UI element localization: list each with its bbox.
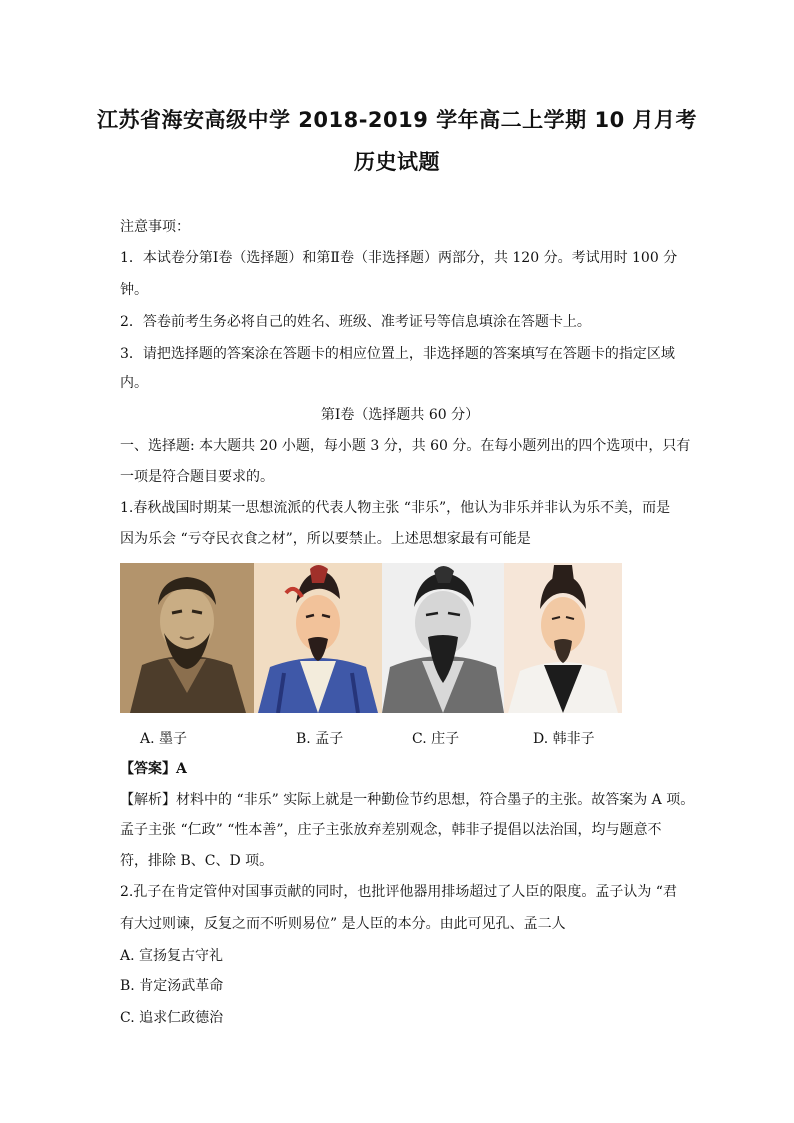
q1-answer: 【答案】A (120, 761, 187, 777)
exam-subtitle: 历史试题 (354, 150, 440, 174)
q1-option-d: D. 韩非子 (533, 731, 595, 747)
q2-option-c: C. 追求仁政德治 (120, 1010, 224, 1026)
portrait-zhuangzi (382, 563, 504, 713)
q1-option-b: B. 孟子 (296, 731, 344, 747)
section-title: 第Ⅰ卷（选择题共 60 分） (320, 407, 480, 423)
q1-analysis-cont: 孟子主张 “仁政” “性本善”，庄子主张放弃差别观念，韩非子提倡以法治国，均与题意不 (120, 822, 662, 838)
notice-heading: 注意事项： (120, 219, 190, 235)
q1-analysis-end: 符，排除 B、C、D 项。 (120, 853, 274, 869)
section-intro: 一、选择题: 本大题共 20 小题，每小题 3 分，共 60 分。在每小题列出的四个选项中，只有 (120, 438, 691, 454)
portrait-mengzi (254, 563, 382, 713)
notice-item-3: 3．请把选择题的答案涂在答题卡的相应位置上，非选择题的答案填写在答题卡的指定区域 (120, 346, 675, 362)
section-intro-cont: 一项是符合题目要求的。 (120, 469, 274, 485)
q1-option-c: C. 庄子 (412, 731, 460, 747)
q1-analysis: 【解析】材料中的 “非乐” 实际上就是一种勤俭节约思想，符合墨子的主张。故答案为 A 项。 (120, 792, 695, 808)
notice-item-1-cont: 钟。 (120, 282, 148, 298)
notice-item-3-cont: 内。 (120, 375, 148, 391)
exam-title: 江苏省海安高级中学 2018-2019 学年高二上学期 10 月月考 (96, 108, 698, 132)
notice-item-1: 1．本试卷分第Ⅰ卷（选择题）和第Ⅱ卷（非选择题）两部分，共 120 分。考试用时 100 分 (120, 250, 678, 266)
question-1-stem: 1.春秋战国时期某一思想流派的代表人物主张 “非乐”，他认为非乐并非认为乐不美，而是 (120, 500, 671, 516)
notice-item-2: 2．答卷前考生务必将自己的姓名、班级、准考证号等信息填涂在答题卡上。 (120, 314, 591, 330)
q2-option-b: B. 肯定汤武革命 (120, 978, 224, 994)
q2-option-a: A. 宣扬复古守礼 (120, 948, 224, 964)
philosopher-portraits (120, 563, 622, 713)
portrait-hanfeizi (504, 563, 622, 713)
portrait-mozi (120, 563, 254, 713)
q1-option-a: A. 墨子 (140, 731, 188, 747)
question-1-stem-cont: 因为乐会 “亏夺民衣食之材”，所以要禁止。上述思想家最有可能是 (120, 531, 531, 547)
question-2-stem-cont: 有大过则谏，反复之而不听则易位” 是人臣的本分。由此可见孔、孟二人 (120, 916, 566, 932)
question-2-stem: 2.孔子在肯定管仲对国事贡献的同时，也批评他器用排场超过了人臣的限度。孟子认为 “君 (120, 884, 677, 900)
